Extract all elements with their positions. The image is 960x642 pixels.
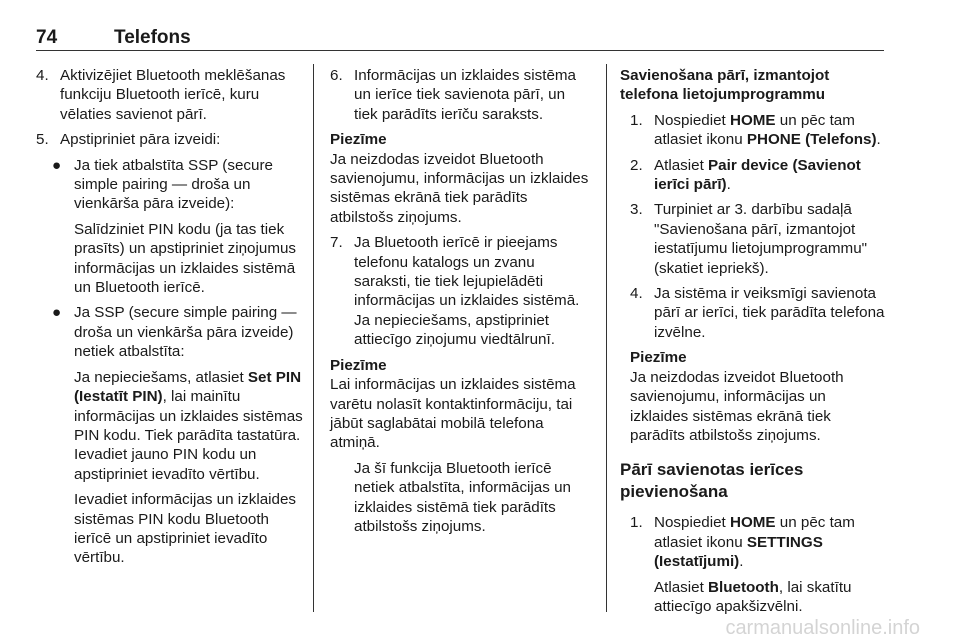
- page-header: [36, 28, 884, 50]
- app-step-1: [630, 111, 888, 150]
- step-text: Nospiediet HOME un pēc tam atlasiet ikonu PHONE (Telefons).: [654, 111, 881, 149]
- note-heading: Piezīme: [330, 131, 387, 149]
- step-number: 3.: [630, 201, 643, 219]
- column-divider-1: [313, 64, 314, 612]
- step-number: 4.: [36, 67, 49, 84]
- column-2: [330, 66, 592, 542]
- column-3: [620, 66, 888, 622]
- app-step-4: [630, 284, 888, 342]
- step-number: 7.: [330, 234, 343, 252]
- header-divider: [36, 50, 884, 51]
- page-number: 74: [36, 27, 58, 48]
- bullet-icon: ●: [52, 304, 62, 322]
- connect-step-detail: Atlasiet Bluetooth, lai skatītu attiecīgo apakšizvēlni.: [654, 578, 852, 615]
- bullet-detail-set-pin: Ja nepieciešams, atlasiet Set PIN (Iestatīt PIN), lai mainītu informācijas un izklaides sistēmas PIN kodu. Tiek parādīta tastatūra. Ievadiet jauno PIN kodu un apstipriniet ievadīto vērtību.: [74, 368, 303, 483]
- note-body: Ja neizdodas izveidot Bluetooth savienojumu, informācijas un izklaides sistēmas ekrānā tiek parādīts atbilstošs ziņojums.: [630, 368, 844, 444]
- app-step-3: [630, 200, 888, 278]
- step-text: Ja sistēma ir veiksmīgi savienota pārī ar ierīci, tiek parādīta telefona izvēlne.: [654, 285, 885, 341]
- note-heading: Piezīme: [330, 356, 387, 374]
- step-7: [330, 233, 592, 349]
- step-number: 6.: [330, 67, 343, 84]
- section-heading-app-pairing: Savienošana pārī, izmantojot telefona lietojumprogrammu: [620, 67, 830, 104]
- step-number: 1.: [630, 514, 643, 532]
- bullet-ssp-supported: [52, 156, 304, 214]
- step-5: [36, 130, 304, 149]
- connect-step-1: [630, 513, 888, 571]
- step-number: 1.: [630, 111, 643, 129]
- app-step-2: [630, 156, 888, 195]
- bullet-ssp-unsupported: [52, 303, 304, 361]
- note-heading: Piezīme: [630, 349, 687, 367]
- column-divider-2: [606, 64, 607, 612]
- step-text: Ja Bluetooth ierīcē ir pieejams telefonu katalogs un zvanu saraksti, tie tiek lejupielādēti informācijas un izklaides sistēmā. Ja nepieciešams, apstipriniet attiecīgo ziņojumu viedtālrunī.: [354, 234, 580, 349]
- set-pin-label: Set PIN (Iestatīt PIN): [74, 368, 302, 406]
- note-detail: Ja šī funkcija Bluetooth ierīcē netiek atbalstīta, informācijas un izklaides sistēmā tiek parādīts atbilstošs ziņojums.: [354, 459, 571, 535]
- step-number: 4.: [630, 285, 643, 303]
- note-body: Ja neizdodas izveidot Bluetooth savienojumu, informācijas un izklaides sistēmas ekrānā tiek parādīts atbilstošs ziņojums.: [330, 150, 589, 226]
- bullet-detail: Salīdziniet PIN kodu (ja tas tiek prasīts) un apstipriniet ziņojumus informācijas un izklaides sistēmā un Bluetooth ierīcē.: [74, 220, 297, 297]
- section-heading-connect-paired: Pārī savienotas ierīces pievienošana: [620, 460, 804, 502]
- bullet-text: Ja SSP (secure simple pairing — droša un vienkārša pāra izveide) netiek atbalstīta:: [74, 304, 297, 361]
- step-text: Informācijas un izklaides sistēma un ierīce tiek savienota pārī, un tiek parādīts ierīču saraksts.: [354, 67, 576, 123]
- step-text: Atlasiet Pair device (Savienot ierīci pārī).: [654, 156, 861, 194]
- bullet-text: Ja tiek atbalstīta SSP (secure simple pairing — droša un vienkārša pāra izveide):: [74, 156, 273, 213]
- step-number: 5.: [36, 131, 49, 149]
- bullet-icon: ●: [52, 156, 62, 174]
- page-title: Telefons: [114, 27, 191, 48]
- note-body: Lai informācijas un izklaides sistēma varētu nolasīt kontaktinformāciju, tai jābūt saglabātai mobilā telefona atmiņā.: [330, 376, 576, 452]
- step-text: Apstipriniet pāra izveidi:: [60, 131, 221, 149]
- bullet-detail-enter-pin: Ievadiet informācijas un izklaides sistēmas PIN kodu Bluetooth ierīcē un apstipriniet ievadīto vērtību.: [74, 491, 297, 567]
- step-number: 2.: [630, 156, 643, 174]
- step-text: Aktivizējiet Bluetooth meklēšanas funkciju Bluetooth ierīcē, kuru vēlaties savienot pārī.: [60, 67, 286, 123]
- step-text: Nospiediet HOME un pēc tam atlasiet ikonu SETTINGS (Iestatījumi).: [654, 514, 855, 571]
- step-6: [330, 66, 592, 124]
- watermark: carmanualsonline.info: [725, 616, 920, 639]
- step-4: [36, 66, 304, 124]
- step-text: Turpiniet ar 3. darbību sadaļā "Savienošana pārī, izmantojot iestatījumu lietojumprogrammu" (skatiet iepriekš).: [654, 201, 868, 277]
- column-1: [36, 66, 304, 574]
